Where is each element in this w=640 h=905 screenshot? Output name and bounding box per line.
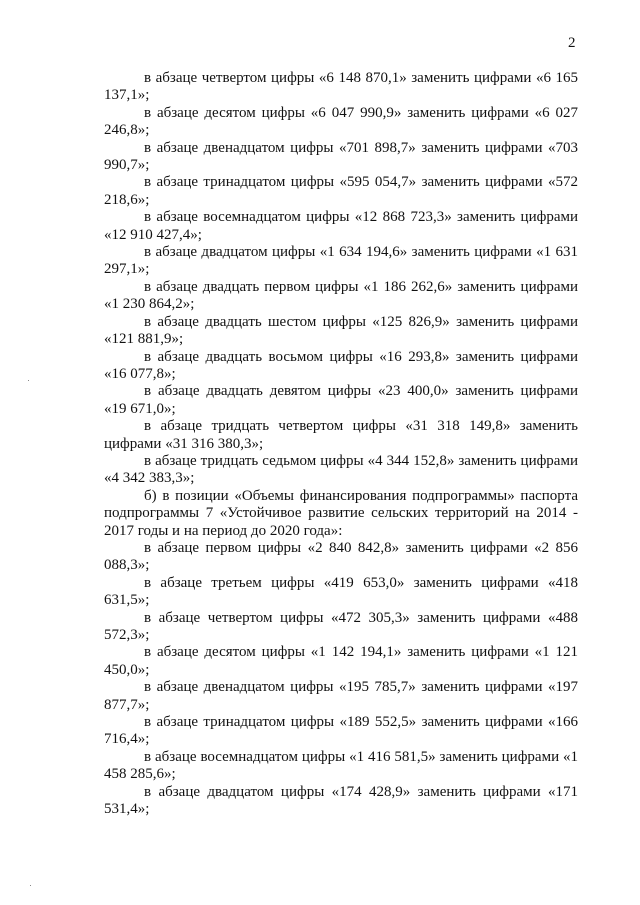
page-number: 2 bbox=[568, 35, 576, 51]
paragraph: в абзаце двадцатом цифры «174 428,9» заменить цифрами «171 531,4»; bbox=[104, 783, 578, 818]
paragraph: в абзаце двадцать первом цифры «1 186 262,6» заменить цифрами «1 230 864,2»; bbox=[104, 278, 578, 313]
paragraph: в абзаце двадцать девятом цифры «23 400,0» заменить цифрами «19 671,0»; bbox=[104, 383, 578, 417]
paragraph: в абзаце четвертом цифры «472 305,3» заменить цифрами «488 572,3»; bbox=[104, 609, 578, 643]
paragraph: в абзаце восемнадцатом цифры «12 868 723,3» заменить цифрами «12 910 427,4»; bbox=[104, 209, 578, 243]
paragraph: в абзаце двенадцатом цифры «195 785,7» заменить цифрами «197 877,7»; bbox=[104, 679, 578, 713]
paragraph: в абзаце двадцатом цифры «1 634 194,6» заменить цифрами «1 631 297,1»; bbox=[104, 244, 578, 278]
paragraph: в абзаце тринадцатом цифры «595 054,7» заменить цифрами «572 218,6»; bbox=[104, 174, 578, 208]
scan-artifact bbox=[28, 380, 29, 381]
scan-artifact bbox=[30, 885, 31, 886]
paragraph: в абзаце двадцать восьмом цифры «16 293,8» заменить цифрами «16 077,8»; bbox=[104, 348, 578, 382]
paragraph: б) в позиции «Объемы финансирования подпрограммы» паспорта подпрограммы 7 «Устойчивое развитие сельских территорий на 2014 - 2017 годы и на период до 2020 года»: bbox=[104, 487, 578, 539]
document-body bbox=[104, 70, 578, 818]
paragraph: в абзаце двадцать шестом цифры «125 826,9» заменить цифрами «121 881,9»; bbox=[104, 313, 578, 348]
paragraph: в абзаце восемнадцатом цифры «1 416 581,5» заменить цифрами «1 458 285,6»; bbox=[104, 748, 578, 783]
paragraph: в абзаце четвертом цифры «6 148 870,1» заменить цифрами «6 165 137,1»; bbox=[104, 70, 578, 104]
paragraph: в абзаце тринадцатом цифры «189 552,5» заменить цифрами «166 716,4»; bbox=[104, 714, 578, 748]
paragraph: в абзаце десятом цифры «6 047 990,9» заменить цифрами «6 027 246,8»; bbox=[104, 104, 578, 139]
paragraph: в абзаце десятом цифры «1 142 194,1» заменить цифрами «1 121 450,0»; bbox=[104, 644, 578, 678]
paragraph: в абзаце третьем цифры «419 653,0» заменить цифрами «418 631,5»; bbox=[104, 574, 578, 609]
paragraph: в абзаце первом цифры «2 840 842,8» заменить цифрами «2 856 088,3»; bbox=[104, 539, 578, 574]
paragraph: в абзаце тридцать четвертом цифры «31 318 149,8» заменить цифрами «31 316 380,3»; bbox=[104, 418, 578, 452]
paragraph: в абзаце тридцать седьмом цифры «4 344 152,8» заменить цифрами «4 342 383,3»; bbox=[104, 452, 578, 487]
paragraph: в абзаце двенадцатом цифры «701 898,7» заменить цифрами «703 990,7»; bbox=[104, 139, 578, 174]
